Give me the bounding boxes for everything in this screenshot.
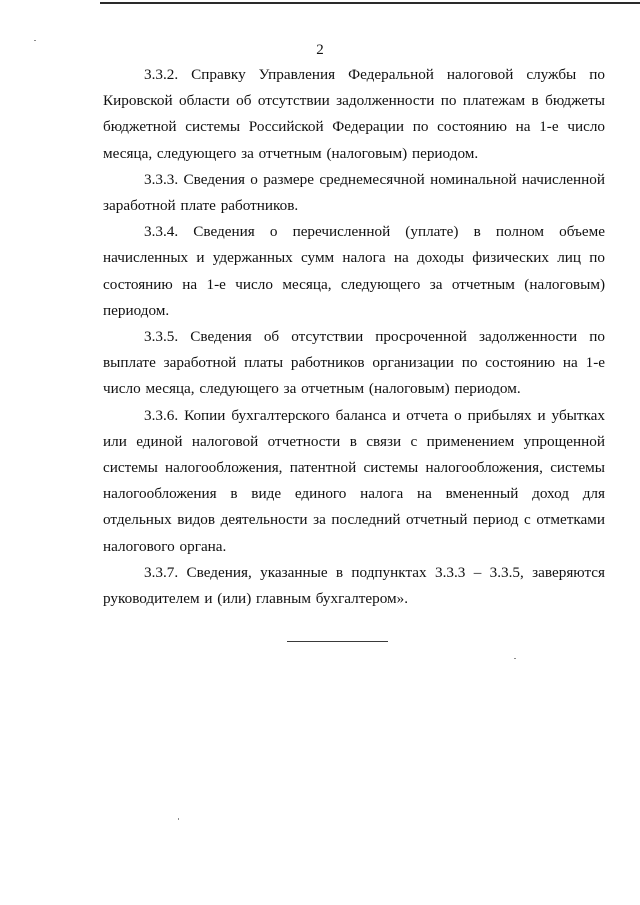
document-body [103,62,605,612]
paragraph-3-3-5: 3.3.5. Сведения об отсутствии просроченной задолженности по выплате заработной платы работников организации по состоянию на 1-е число месяца, следующего за отчетным (налоговым) периодом. [103,328,605,398]
paragraph-3-3-7: 3.3.7. Сведения, указанные в подпунктах 3.3.3 – 3.3.5, заверяются руководителем и (или) главным бухгалтером». [103,563,605,608]
top-border-line [100,2,640,4]
page-number: 2 [316,42,324,58]
end-separator-line [287,641,388,642]
paragraph-3-3-4: 3.3.4. Сведения о перечисленной (уплате) в полном объеме начисленных и удержанных сумм налога на доходы физических лиц по состоянию на 1-е число месяца, следующего за отчетным (налоговым) периодом. [103,223,605,319]
paragraph-3-3-2: 3.3.2. Справку Управления Федеральной налоговой службы по Кировской области об отсутствии задолженности по платежам в бюджеты бюджетной системы Российской Федерации по состоянию на 1-е число месяца, следующего за отчетным (налоговым) периодом. [103,66,605,162]
paragraph-3-3-6: 3.3.6. Копии бухгалтерского баланса и отчета о прибылях и убытках или единой налоговой отчетности в связи с применением упрощенной системы налогообложения, патентной системы налогообложения, системы налогообложения в виде единого налога на вмененный доход для отдельных видов деятельности за последний отчетный период с отметками налогового органа. [103,406,605,555]
scan-speck [514,658,516,659]
scan-speck [34,40,36,41]
paragraph-3-3-3: 3.3.3. Сведения о размере среднемесячной номинальной начисленной заработной плате работников. [103,170,605,215]
scan-speck [178,818,179,820]
